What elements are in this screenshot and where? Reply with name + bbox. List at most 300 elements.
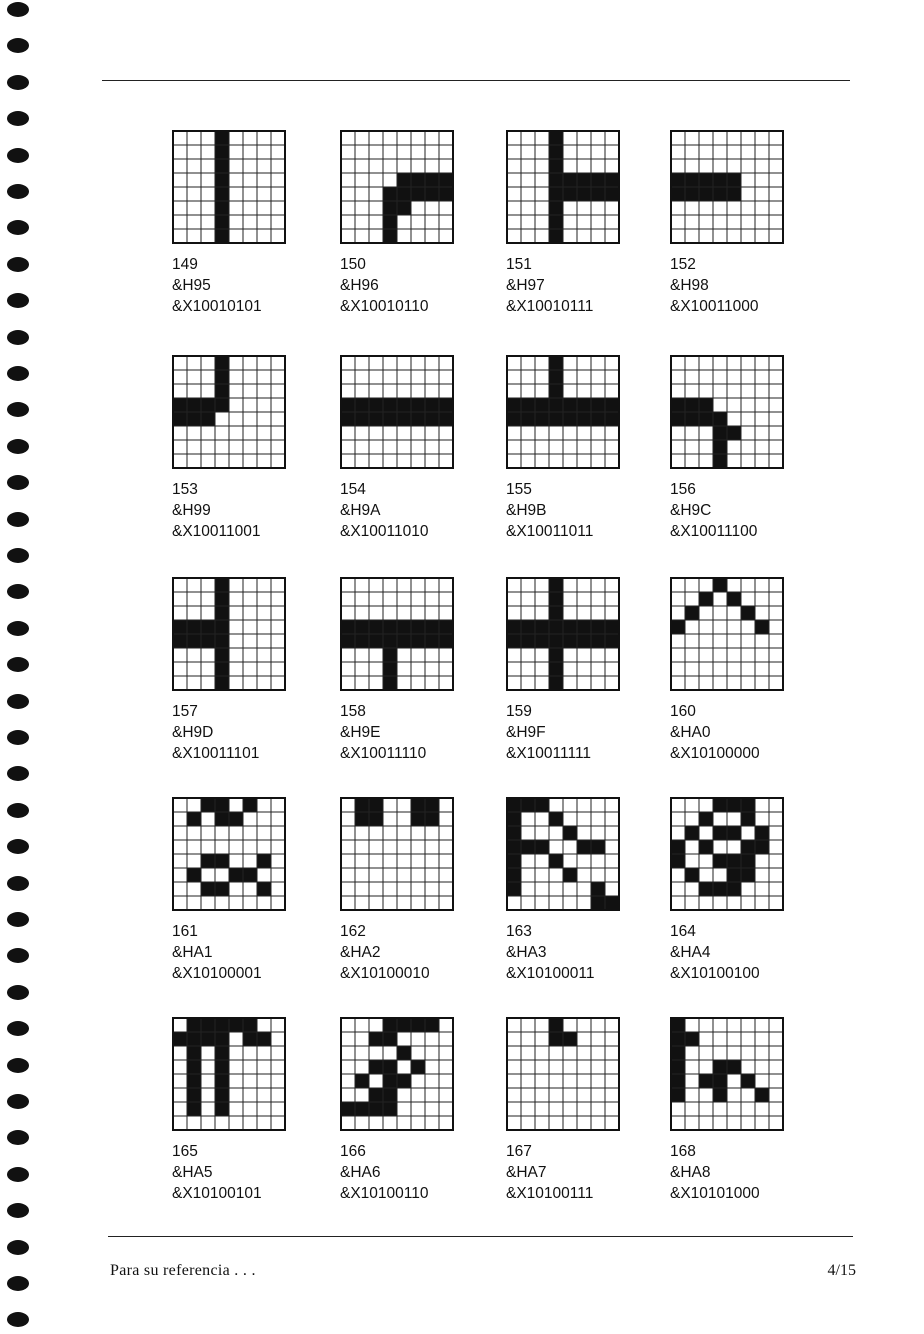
pixel-off bbox=[769, 131, 783, 145]
pixel-off bbox=[369, 131, 383, 145]
pixel-off bbox=[507, 1060, 521, 1074]
pixel-off bbox=[605, 1102, 619, 1116]
pixel-off bbox=[591, 145, 605, 159]
pixel-off bbox=[605, 826, 619, 840]
character-cell bbox=[340, 1017, 500, 1204]
pixel-on bbox=[713, 798, 727, 812]
pixel-off bbox=[521, 854, 535, 868]
decimal-code: 157 bbox=[172, 703, 198, 720]
pixel-off bbox=[257, 634, 271, 648]
pixel-on bbox=[671, 840, 685, 854]
pixel-on bbox=[577, 398, 591, 412]
pixel-off bbox=[699, 578, 713, 592]
pixel-off bbox=[671, 159, 685, 173]
pixel-off bbox=[355, 1018, 369, 1032]
pixel-off bbox=[535, 1032, 549, 1046]
binary-code: &X10011101 bbox=[172, 745, 260, 762]
pixel-on bbox=[755, 1088, 769, 1102]
pixel-on bbox=[173, 1032, 187, 1046]
hex-code: &HA1 bbox=[172, 944, 213, 961]
binary-code: &X10100100 bbox=[670, 965, 760, 982]
pixel-off bbox=[671, 145, 685, 159]
pixel-off bbox=[201, 592, 215, 606]
pixel-off bbox=[671, 384, 685, 398]
pixel-on bbox=[411, 173, 425, 187]
binder-hole bbox=[7, 75, 29, 90]
pixel-off bbox=[201, 159, 215, 173]
pixel-off bbox=[187, 215, 201, 229]
pixel-off bbox=[383, 1046, 397, 1060]
pixel-on bbox=[591, 398, 605, 412]
pixel-off bbox=[425, 215, 439, 229]
pixel-off bbox=[271, 201, 285, 215]
pixel-on bbox=[591, 896, 605, 910]
decimal-code: 168 bbox=[670, 1143, 696, 1160]
pixel-on bbox=[215, 131, 229, 145]
pixel-off bbox=[671, 440, 685, 454]
pixel-off bbox=[369, 1018, 383, 1032]
pixel-off bbox=[521, 882, 535, 896]
pixel-on bbox=[229, 868, 243, 882]
pixel-off bbox=[229, 620, 243, 634]
pixel-on bbox=[215, 1060, 229, 1074]
pixel-on bbox=[383, 634, 397, 648]
pixel-off bbox=[215, 1116, 229, 1130]
pixel-on bbox=[369, 798, 383, 812]
pixel-off bbox=[201, 187, 215, 201]
hex-code: &HA3 bbox=[506, 944, 547, 961]
pixel-on bbox=[577, 412, 591, 426]
pixel-matrix bbox=[172, 355, 286, 469]
binder-hole bbox=[7, 184, 29, 199]
pixel-off bbox=[755, 215, 769, 229]
pixel-off bbox=[257, 398, 271, 412]
pixel-off bbox=[173, 606, 187, 620]
pixel-off bbox=[355, 1046, 369, 1060]
pixel-off bbox=[187, 384, 201, 398]
pixel-off bbox=[741, 1116, 755, 1130]
pixel-off bbox=[685, 812, 699, 826]
pixel-off bbox=[605, 201, 619, 215]
pixel-off bbox=[411, 1088, 425, 1102]
pixel-on bbox=[215, 370, 229, 384]
pixel-off bbox=[755, 634, 769, 648]
pixel-off bbox=[173, 812, 187, 826]
pixel-off bbox=[243, 648, 257, 662]
pixel-off bbox=[521, 1088, 535, 1102]
pixel-on bbox=[685, 868, 699, 882]
pixel-off bbox=[439, 440, 453, 454]
decimal-code: 154 bbox=[340, 481, 366, 498]
pixel-on bbox=[215, 662, 229, 676]
pixel-on bbox=[591, 412, 605, 426]
pixel-off bbox=[257, 356, 271, 370]
pixel-off bbox=[727, 620, 741, 634]
pixel-off bbox=[257, 412, 271, 426]
pixel-off bbox=[397, 215, 411, 229]
pixel-off bbox=[187, 201, 201, 215]
pixel-on bbox=[215, 854, 229, 868]
pixel-off bbox=[685, 662, 699, 676]
pixel-off bbox=[507, 1046, 521, 1060]
pixel-off bbox=[355, 215, 369, 229]
pixel-off bbox=[229, 1088, 243, 1102]
pixel-off bbox=[341, 356, 355, 370]
pixel-off bbox=[173, 370, 187, 384]
pixel-on bbox=[549, 1032, 563, 1046]
pixel-off bbox=[341, 606, 355, 620]
pixel-off bbox=[355, 662, 369, 676]
pixel-off bbox=[507, 131, 521, 145]
character-labels bbox=[340, 701, 500, 764]
pixel-off bbox=[577, 812, 591, 826]
pixel-off bbox=[439, 426, 453, 440]
pixel-off bbox=[605, 229, 619, 243]
pixel-off bbox=[201, 1074, 215, 1088]
pixel-off bbox=[341, 798, 355, 812]
pixel-off bbox=[713, 1116, 727, 1130]
pixel-on bbox=[741, 606, 755, 620]
character-cell bbox=[670, 130, 830, 317]
pixel-on bbox=[671, 1060, 685, 1074]
pixel-on bbox=[671, 620, 685, 634]
pixel-off bbox=[243, 1088, 257, 1102]
pixel-off bbox=[713, 131, 727, 145]
pixel-off bbox=[229, 606, 243, 620]
pixel-on bbox=[215, 592, 229, 606]
pixel-on bbox=[215, 229, 229, 243]
pixel-off bbox=[755, 798, 769, 812]
pixel-off bbox=[271, 896, 285, 910]
pixel-on bbox=[727, 798, 741, 812]
pixel-on bbox=[369, 634, 383, 648]
pixel-on bbox=[685, 826, 699, 840]
decimal-code: 164 bbox=[670, 923, 696, 940]
pixel-off bbox=[187, 131, 201, 145]
pixel-off bbox=[397, 896, 411, 910]
pixel-off bbox=[341, 145, 355, 159]
pixel-off bbox=[577, 201, 591, 215]
pixel-on bbox=[187, 1032, 201, 1046]
pixel-off bbox=[769, 1074, 783, 1088]
pixel-off bbox=[741, 634, 755, 648]
pixel-off bbox=[425, 648, 439, 662]
binder-hole bbox=[7, 439, 29, 454]
pixel-off bbox=[563, 798, 577, 812]
pixel-off bbox=[769, 1088, 783, 1102]
pixel-off bbox=[439, 896, 453, 910]
pixel-off bbox=[439, 676, 453, 690]
pixel-off bbox=[591, 229, 605, 243]
pixel-on bbox=[549, 398, 563, 412]
pixel-on bbox=[713, 426, 727, 440]
pixel-off bbox=[563, 882, 577, 896]
pixel-off bbox=[341, 662, 355, 676]
pixel-off bbox=[243, 1116, 257, 1130]
pixel-off bbox=[577, 826, 591, 840]
pixel-on bbox=[563, 398, 577, 412]
pixel-off bbox=[271, 384, 285, 398]
pixel-off bbox=[605, 426, 619, 440]
pixel-off bbox=[439, 131, 453, 145]
pixel-off bbox=[769, 370, 783, 384]
pixel-off bbox=[549, 1046, 563, 1060]
footer-reference: Para su referencia . . . bbox=[110, 1262, 256, 1279]
decimal-code: 149 bbox=[172, 256, 198, 273]
pixel-on bbox=[713, 882, 727, 896]
pixel-off bbox=[671, 1116, 685, 1130]
pixel-off bbox=[341, 454, 355, 468]
pixel-on bbox=[713, 1060, 727, 1074]
pixel-off bbox=[439, 854, 453, 868]
pixel-off bbox=[397, 882, 411, 896]
pixel-off bbox=[425, 384, 439, 398]
pixel-off bbox=[741, 1018, 755, 1032]
pixel-off bbox=[769, 882, 783, 896]
pixel-on bbox=[605, 173, 619, 187]
pixel-off bbox=[425, 159, 439, 173]
pixel-off bbox=[425, 1116, 439, 1130]
pixel-matrix bbox=[172, 130, 286, 244]
pixel-off bbox=[769, 1046, 783, 1060]
pixel-on bbox=[397, 173, 411, 187]
pixel-on bbox=[383, 1088, 397, 1102]
pixel-off bbox=[187, 592, 201, 606]
pixel-on bbox=[671, 173, 685, 187]
pixel-off bbox=[229, 1046, 243, 1060]
pixel-on bbox=[507, 398, 521, 412]
pixel-on bbox=[577, 620, 591, 634]
pixel-off bbox=[577, 426, 591, 440]
pixel-off bbox=[229, 356, 243, 370]
pixel-off bbox=[215, 454, 229, 468]
character-cell bbox=[670, 577, 830, 764]
pixel-off bbox=[563, 648, 577, 662]
pixel-on bbox=[549, 812, 563, 826]
pixel-off bbox=[507, 229, 521, 243]
pixel-off bbox=[229, 201, 243, 215]
pixel-off bbox=[605, 578, 619, 592]
pixel-off bbox=[271, 398, 285, 412]
pixel-off bbox=[591, 868, 605, 882]
pixel-off bbox=[397, 648, 411, 662]
pixel-off bbox=[741, 131, 755, 145]
pixel-on bbox=[699, 882, 713, 896]
pixel-off bbox=[713, 1032, 727, 1046]
pixel-off bbox=[521, 1074, 535, 1088]
pixel-off bbox=[549, 868, 563, 882]
pixel-on bbox=[563, 826, 577, 840]
pixel-off bbox=[591, 201, 605, 215]
pixel-off bbox=[713, 398, 727, 412]
top-rule bbox=[102, 80, 850, 81]
pixel-off bbox=[257, 159, 271, 173]
hex-code: &HA0 bbox=[670, 724, 711, 741]
pixel-on bbox=[591, 173, 605, 187]
pixel-off bbox=[383, 868, 397, 882]
pixel-on bbox=[187, 412, 201, 426]
pixel-off bbox=[411, 578, 425, 592]
pixel-off bbox=[271, 440, 285, 454]
pixel-off bbox=[535, 826, 549, 840]
character-labels bbox=[670, 921, 830, 984]
hex-code: &H97 bbox=[506, 277, 545, 294]
pixel-off bbox=[521, 812, 535, 826]
pixel-on bbox=[341, 398, 355, 412]
pixel-off bbox=[769, 840, 783, 854]
pixel-off bbox=[549, 826, 563, 840]
pixel-on bbox=[741, 798, 755, 812]
pixel-off bbox=[769, 159, 783, 173]
pixel-off bbox=[605, 131, 619, 145]
binder-hole bbox=[7, 1276, 29, 1291]
pixel-off bbox=[755, 592, 769, 606]
character-cell bbox=[172, 1017, 332, 1204]
pixel-off bbox=[173, 592, 187, 606]
pixel-off bbox=[243, 840, 257, 854]
pixel-on bbox=[215, 578, 229, 592]
hex-code: &H95 bbox=[172, 277, 211, 294]
pixel-off bbox=[769, 826, 783, 840]
pixel-off bbox=[563, 840, 577, 854]
pixel-off bbox=[243, 1074, 257, 1088]
pixel-on bbox=[397, 412, 411, 426]
pixel-off bbox=[397, 426, 411, 440]
pixel-off bbox=[341, 426, 355, 440]
pixel-off bbox=[243, 187, 257, 201]
pixel-off bbox=[563, 578, 577, 592]
pixel-off bbox=[577, 1018, 591, 1032]
pixel-off bbox=[187, 440, 201, 454]
pixel-off bbox=[685, 384, 699, 398]
pixel-off bbox=[755, 398, 769, 412]
pixel-off bbox=[271, 840, 285, 854]
pixel-off bbox=[605, 159, 619, 173]
pixel-off bbox=[411, 826, 425, 840]
pixel-off bbox=[411, 131, 425, 145]
pixel-off bbox=[577, 1088, 591, 1102]
pixel-off bbox=[699, 620, 713, 634]
pixel-on bbox=[201, 798, 215, 812]
pixel-off bbox=[671, 1102, 685, 1116]
pixel-off bbox=[425, 676, 439, 690]
binary-code: &X10011110 bbox=[340, 745, 427, 762]
pixel-off bbox=[535, 648, 549, 662]
pixel-off bbox=[713, 1018, 727, 1032]
pixel-off bbox=[563, 215, 577, 229]
pixel-off bbox=[243, 826, 257, 840]
pixel-on bbox=[201, 398, 215, 412]
pixel-off bbox=[605, 356, 619, 370]
pixel-on bbox=[173, 620, 187, 634]
pixel-on bbox=[383, 412, 397, 426]
pixel-on bbox=[671, 1046, 685, 1060]
pixel-off bbox=[507, 145, 521, 159]
pixel-off bbox=[605, 854, 619, 868]
pixel-off bbox=[257, 1060, 271, 1074]
pixel-off bbox=[341, 592, 355, 606]
pixel-on bbox=[577, 634, 591, 648]
pixel-on bbox=[699, 398, 713, 412]
pixel-on bbox=[229, 1018, 243, 1032]
pixel-off bbox=[699, 868, 713, 882]
pixel-off bbox=[271, 454, 285, 468]
pixel-off bbox=[671, 370, 685, 384]
pixel-off bbox=[173, 384, 187, 398]
pixel-off bbox=[243, 882, 257, 896]
pixel-off bbox=[685, 1102, 699, 1116]
pixel-on bbox=[341, 634, 355, 648]
pixel-off bbox=[671, 201, 685, 215]
pixel-off bbox=[369, 173, 383, 187]
pixel-off bbox=[577, 215, 591, 229]
pixel-off bbox=[769, 1102, 783, 1116]
character-labels bbox=[172, 921, 332, 984]
hex-code: &H9C bbox=[670, 502, 712, 519]
pixel-matrix bbox=[670, 130, 784, 244]
pixel-off bbox=[507, 159, 521, 173]
pixel-off bbox=[591, 854, 605, 868]
pixel-off bbox=[699, 606, 713, 620]
pixel-off bbox=[425, 592, 439, 606]
pixel-off bbox=[397, 798, 411, 812]
pixel-off bbox=[671, 798, 685, 812]
pixel-off bbox=[271, 131, 285, 145]
pixel-on bbox=[397, 1074, 411, 1088]
pixel-on bbox=[215, 620, 229, 634]
pixel-off bbox=[755, 187, 769, 201]
pixel-off bbox=[187, 648, 201, 662]
pixel-on bbox=[439, 187, 453, 201]
pixel-off bbox=[769, 426, 783, 440]
pixel-on bbox=[369, 1088, 383, 1102]
pixel-off bbox=[243, 592, 257, 606]
pixel-off bbox=[713, 648, 727, 662]
pixel-off bbox=[699, 454, 713, 468]
character-labels bbox=[670, 1141, 830, 1204]
pixel-off bbox=[229, 440, 243, 454]
pixel-off bbox=[243, 145, 257, 159]
pixel-off bbox=[741, 578, 755, 592]
pixel-off bbox=[563, 1088, 577, 1102]
pixel-off bbox=[341, 440, 355, 454]
pixel-off bbox=[369, 648, 383, 662]
pixel-on bbox=[369, 1032, 383, 1046]
pixel-on bbox=[549, 578, 563, 592]
pixel-off bbox=[577, 662, 591, 676]
pixel-off bbox=[383, 578, 397, 592]
binder-hole bbox=[7, 1021, 29, 1036]
pixel-off bbox=[369, 454, 383, 468]
pixel-on bbox=[411, 620, 425, 634]
pixel-off bbox=[257, 868, 271, 882]
pixel-off bbox=[201, 662, 215, 676]
pixel-on bbox=[187, 1018, 201, 1032]
pixel-off bbox=[521, 1046, 535, 1060]
pixel-off bbox=[591, 131, 605, 145]
pixel-off bbox=[755, 648, 769, 662]
pixel-on bbox=[383, 1102, 397, 1116]
pixel-off bbox=[685, 648, 699, 662]
pixel-off bbox=[355, 187, 369, 201]
pixel-on bbox=[215, 201, 229, 215]
binary-code: &X10100010 bbox=[340, 965, 430, 982]
binary-code: &X10010111 bbox=[506, 298, 594, 315]
pixel-on bbox=[215, 215, 229, 229]
pixel-off bbox=[713, 1046, 727, 1060]
pixel-off bbox=[605, 1074, 619, 1088]
pixel-off bbox=[535, 384, 549, 398]
